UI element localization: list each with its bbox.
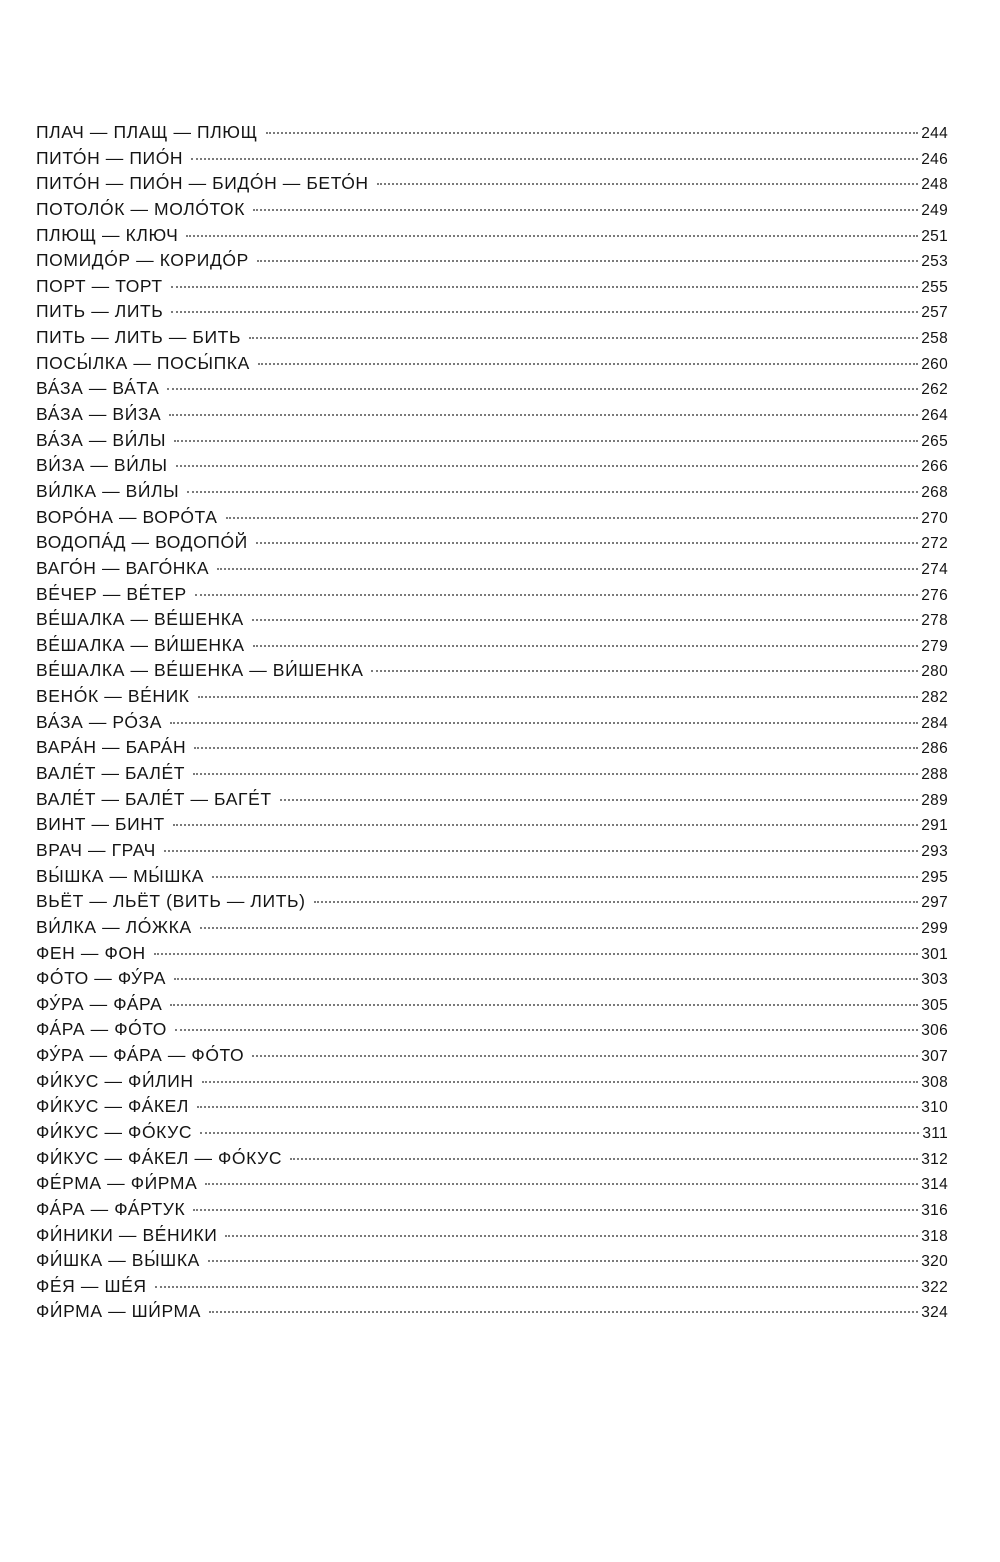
toc-entry bbox=[36, 505, 948, 531]
entry-page-number: 322 bbox=[921, 1278, 948, 1296]
toc-entry bbox=[36, 864, 948, 890]
entry-page-number: 306 bbox=[921, 1022, 948, 1040]
toc-entry bbox=[36, 530, 948, 556]
entry-title: ФИ́РМА — ШИ́РМА bbox=[36, 1301, 201, 1322]
entry-title: ПИТО́Н — ПИО́Н — БИДО́Н — БЕТО́Н bbox=[36, 173, 369, 194]
dot-leader bbox=[174, 978, 918, 980]
dot-leader bbox=[200, 927, 918, 929]
dot-leader bbox=[169, 414, 918, 416]
entry-page-number: 314 bbox=[921, 1176, 948, 1194]
entry-title: ФУ́РА — ФА́РА — ФО́ТО bbox=[36, 1045, 245, 1066]
dot-leader bbox=[266, 132, 919, 134]
entry-page-number: 301 bbox=[921, 945, 948, 963]
entry-title: ПИТЬ — ЛИТЬ bbox=[36, 301, 164, 322]
entry-page-number: 295 bbox=[921, 868, 948, 886]
entry-page-number: 289 bbox=[921, 791, 948, 809]
dot-leader bbox=[212, 876, 918, 878]
toc-entry bbox=[36, 1069, 948, 1095]
entry-page-number: 272 bbox=[921, 535, 948, 553]
entry-page-number: 260 bbox=[921, 355, 948, 373]
dot-leader bbox=[377, 183, 919, 185]
entry-title: ВИ́ЛКА — ВИ́ЛЫ bbox=[36, 480, 180, 501]
toc-entry bbox=[36, 479, 948, 505]
toc-entry bbox=[36, 710, 948, 736]
entry-page-number: 282 bbox=[921, 689, 948, 707]
entry-page-number: 258 bbox=[921, 330, 948, 348]
entry-title: ФЕ́РМА — ФИ́РМА bbox=[36, 1173, 198, 1194]
toc-entry bbox=[36, 1223, 948, 1249]
toc-entry bbox=[36, 197, 948, 223]
toc-entry bbox=[36, 1171, 948, 1197]
dot-leader bbox=[314, 901, 919, 903]
dot-leader bbox=[226, 517, 919, 519]
dot-leader bbox=[253, 645, 919, 647]
dot-leader bbox=[202, 1081, 919, 1083]
entry-title: ФУ́РА — ФА́РА bbox=[36, 993, 163, 1014]
dot-leader bbox=[173, 824, 918, 826]
dot-leader bbox=[194, 747, 918, 749]
entry-title: ПЛАЧ — ПЛАЩ — ПЛЮЩ bbox=[36, 122, 258, 142]
entry-page-number: 279 bbox=[921, 637, 948, 655]
entry-page-number: 308 bbox=[921, 1073, 948, 1091]
entry-page-number: 310 bbox=[921, 1099, 948, 1117]
entry-page-number: 303 bbox=[921, 971, 948, 989]
entry-title: ВОРО́НА — ВОРО́ТА bbox=[36, 506, 218, 527]
entry-page-number: 270 bbox=[921, 509, 948, 527]
toc-entry bbox=[36, 633, 948, 659]
entry-page-number: 286 bbox=[921, 740, 948, 758]
entry-title: ПОТОЛО́К — МОЛО́ТОК bbox=[36, 198, 246, 219]
dot-leader bbox=[170, 722, 918, 724]
toc-entry bbox=[36, 428, 948, 454]
toc-entry bbox=[36, 992, 948, 1018]
toc-entry bbox=[36, 402, 948, 428]
toc-entry bbox=[36, 248, 948, 274]
dot-leader bbox=[252, 619, 918, 621]
entry-page-number: 265 bbox=[921, 432, 948, 450]
toc-entry bbox=[36, 735, 948, 761]
entry-title: ПИТО́Н — ПИО́Н bbox=[36, 147, 184, 168]
toc-entry bbox=[36, 787, 948, 813]
entry-title: ВАЛЕ́Т — БАЛЕ́Т — БАГЕ́Т bbox=[36, 788, 272, 809]
entry-page-number: 248 bbox=[921, 176, 948, 194]
entry-page-number: 246 bbox=[921, 150, 948, 168]
entry-page-number: 299 bbox=[921, 919, 948, 937]
entry-title: ФИ́КУС — ФА́КЕЛ — ФО́КУС bbox=[36, 1147, 283, 1168]
dot-leader bbox=[176, 465, 919, 467]
entry-title: ПОСЫ́ЛКА — ПОСЫ́ПКА bbox=[36, 352, 250, 373]
toc-entry bbox=[36, 582, 948, 608]
dot-leader bbox=[171, 286, 919, 288]
entry-page-number: 288 bbox=[921, 766, 948, 784]
entry-page-number: 316 bbox=[921, 1201, 948, 1219]
entry-page-number: 293 bbox=[921, 842, 948, 860]
entry-title: ВА́ЗА — ВИ́ЗА bbox=[36, 404, 162, 425]
dot-leader bbox=[186, 235, 918, 237]
entry-page-number: 305 bbox=[921, 996, 948, 1014]
dot-leader bbox=[371, 670, 918, 672]
toc-entry bbox=[36, 941, 948, 967]
toc-entry bbox=[36, 812, 948, 838]
dot-leader bbox=[249, 337, 918, 339]
entry-title: ВА́ЗА — РО́ЗА bbox=[36, 711, 162, 732]
dot-leader bbox=[187, 491, 918, 493]
entry-title: ВА́ЗА — ВИ́ЛЫ bbox=[36, 429, 167, 450]
toc-entry bbox=[36, 966, 948, 992]
entry-page-number: 266 bbox=[921, 458, 948, 476]
dot-leader bbox=[253, 209, 918, 211]
dot-leader bbox=[195, 594, 918, 596]
dot-leader bbox=[174, 440, 918, 442]
entry-title: ПОРТ — ТОРТ bbox=[36, 275, 163, 296]
entry-page-number: 278 bbox=[921, 612, 948, 630]
entry-page-number: 249 bbox=[921, 201, 948, 219]
dot-leader bbox=[193, 1209, 918, 1211]
toc-entry bbox=[36, 146, 948, 172]
entry-title: ПЛЮЩ — КЛЮЧ bbox=[36, 224, 179, 245]
dot-leader bbox=[258, 363, 918, 365]
toc-entry bbox=[36, 761, 948, 787]
entry-title: ВЕ́ЧЕР — ВЕ́ТЕР bbox=[36, 583, 187, 604]
entry-page-number: 324 bbox=[921, 1304, 948, 1322]
dot-leader bbox=[217, 568, 918, 570]
toc-entry bbox=[36, 171, 948, 197]
dot-leader bbox=[252, 1055, 918, 1057]
dot-leader bbox=[257, 260, 918, 262]
dot-leader bbox=[175, 1029, 918, 1031]
entry-page-number: 268 bbox=[921, 483, 948, 501]
toc-entry bbox=[36, 889, 948, 915]
entry-title: ПОМИДО́Р — КОРИДО́Р bbox=[36, 250, 249, 271]
dot-leader bbox=[155, 1286, 919, 1288]
toc-entry bbox=[36, 1017, 948, 1043]
entry-page-number: 284 bbox=[921, 714, 948, 732]
toc-entry bbox=[36, 1248, 948, 1274]
dot-leader bbox=[193, 773, 918, 775]
entry-title: ФИ́ШКА — ВЫ́ШКА bbox=[36, 1250, 200, 1271]
table-of-contents bbox=[36, 120, 948, 1325]
entry-page-number: 318 bbox=[921, 1227, 948, 1245]
entry-title: ВОДОПА́Д — ВОДОПО́Й bbox=[36, 532, 248, 553]
toc-entry bbox=[36, 1197, 948, 1223]
toc-entry bbox=[36, 1146, 948, 1172]
dot-leader bbox=[280, 799, 919, 801]
dot-leader bbox=[208, 1260, 918, 1262]
entry-page-number: 311 bbox=[922, 1124, 948, 1142]
toc-entry bbox=[36, 658, 948, 684]
entry-title: ФА́РА — ФА́РТУК bbox=[36, 1198, 186, 1219]
entry-page-number: 264 bbox=[921, 407, 948, 425]
dot-leader bbox=[205, 1183, 918, 1185]
toc-entry bbox=[36, 915, 948, 941]
dot-leader bbox=[290, 1158, 918, 1160]
dot-leader bbox=[154, 953, 918, 955]
entry-page-number: 297 bbox=[921, 894, 948, 912]
toc-entry bbox=[36, 1274, 948, 1300]
entry-title: ВЬЁТ — ЛЬЁТ (ВИТЬ — ЛИТЬ) bbox=[36, 891, 306, 912]
toc-entry bbox=[36, 274, 948, 300]
entry-page-number: 251 bbox=[921, 227, 948, 245]
entry-title: ВА́ЗА — ВА́ТА bbox=[36, 378, 160, 399]
entry-page-number: 274 bbox=[921, 560, 948, 578]
entry-title: ПИТЬ — ЛИТЬ — БИТЬ bbox=[36, 327, 242, 348]
entry-title: ВЕНО́К — ВЕ́НИК bbox=[36, 686, 190, 707]
entry-page-number: 280 bbox=[921, 663, 948, 681]
entry-title: ВИНТ — БИНТ bbox=[36, 814, 165, 835]
entry-title: ФА́РА — ФО́ТО bbox=[36, 1019, 168, 1040]
entry-title: ВАРА́Н — БАРА́Н bbox=[36, 737, 187, 758]
toc-entry bbox=[36, 299, 948, 325]
toc-entry bbox=[36, 325, 948, 351]
entry-title: ВЫ́ШКА — МЫ́ШКА bbox=[36, 865, 205, 886]
entry-page-number: 257 bbox=[921, 304, 948, 322]
entry-title: ВАГО́Н — ВАГО́НКА bbox=[36, 557, 210, 578]
dot-leader bbox=[197, 1106, 918, 1108]
entry-title: ВРАЧ — ГРАЧ bbox=[36, 839, 156, 860]
entry-page-number: 307 bbox=[921, 1048, 948, 1066]
dot-leader bbox=[167, 388, 918, 390]
entry-title: ВИ́ЗА — ВИ́ЛЫ bbox=[36, 455, 168, 476]
toc-entry bbox=[36, 607, 948, 633]
entry-title: ФИ́КУС — ФИ́ЛИН bbox=[36, 1070, 194, 1091]
dot-leader bbox=[200, 1132, 919, 1134]
dot-leader bbox=[198, 696, 919, 698]
toc-entry bbox=[36, 223, 948, 249]
entry-page-number: 276 bbox=[921, 586, 948, 604]
entry-title: ФИ́НИКИ — ВЕ́НИКИ bbox=[36, 1224, 218, 1245]
dot-leader bbox=[209, 1311, 918, 1313]
entry-title: ФЕ́Я — ШЕ́Я bbox=[36, 1275, 147, 1296]
entry-title: ВЕ́ШАЛКА — ВЕ́ШЕНКА — ВИ́ШЕНКА bbox=[36, 660, 364, 681]
toc-entry bbox=[36, 376, 948, 402]
dot-leader bbox=[171, 311, 918, 313]
toc-entry bbox=[36, 1299, 948, 1325]
entry-title: ФО́ТО — ФУ́РА bbox=[36, 968, 167, 989]
dot-leader bbox=[256, 542, 918, 544]
entry-title: ФИ́КУС — ФА́КЕЛ bbox=[36, 1096, 189, 1117]
entry-page-number: 291 bbox=[921, 817, 948, 835]
entry-title: ВЕ́ШАЛКА — ВИ́ШЕНКА bbox=[36, 634, 245, 655]
toc-entry bbox=[36, 453, 948, 479]
entry-title: ВАЛЕ́Т — БАЛЕ́Т bbox=[36, 763, 186, 784]
entry-page-number: 320 bbox=[921, 1253, 948, 1271]
toc-entry bbox=[36, 351, 948, 377]
dot-leader bbox=[191, 158, 918, 160]
toc-entry bbox=[36, 120, 948, 146]
toc-entry bbox=[36, 838, 948, 864]
toc-entry bbox=[36, 1043, 948, 1069]
entry-page-number: 312 bbox=[921, 1150, 948, 1168]
toc-entry bbox=[36, 1094, 948, 1120]
toc-entry bbox=[36, 1120, 948, 1146]
entry-title: ФИ́КУС — ФО́КУС bbox=[36, 1121, 193, 1142]
entry-title: ВИ́ЛКА — ЛО́ЖКА bbox=[36, 916, 192, 937]
entry-page-number: 262 bbox=[921, 381, 948, 399]
entry-page-number: 253 bbox=[921, 253, 948, 271]
entry-title: ВЕ́ШАЛКА — ВЕ́ШЕНКА bbox=[36, 609, 244, 630]
toc-entry bbox=[36, 684, 948, 710]
dot-leader bbox=[225, 1235, 918, 1237]
dot-leader bbox=[170, 1004, 918, 1006]
entry-title: ФЕН — ФОН bbox=[36, 942, 146, 963]
dot-leader bbox=[164, 850, 918, 852]
entry-page-number: 255 bbox=[921, 278, 948, 296]
toc-entry bbox=[36, 556, 948, 582]
entry-page-number: 244 bbox=[921, 125, 948, 142]
